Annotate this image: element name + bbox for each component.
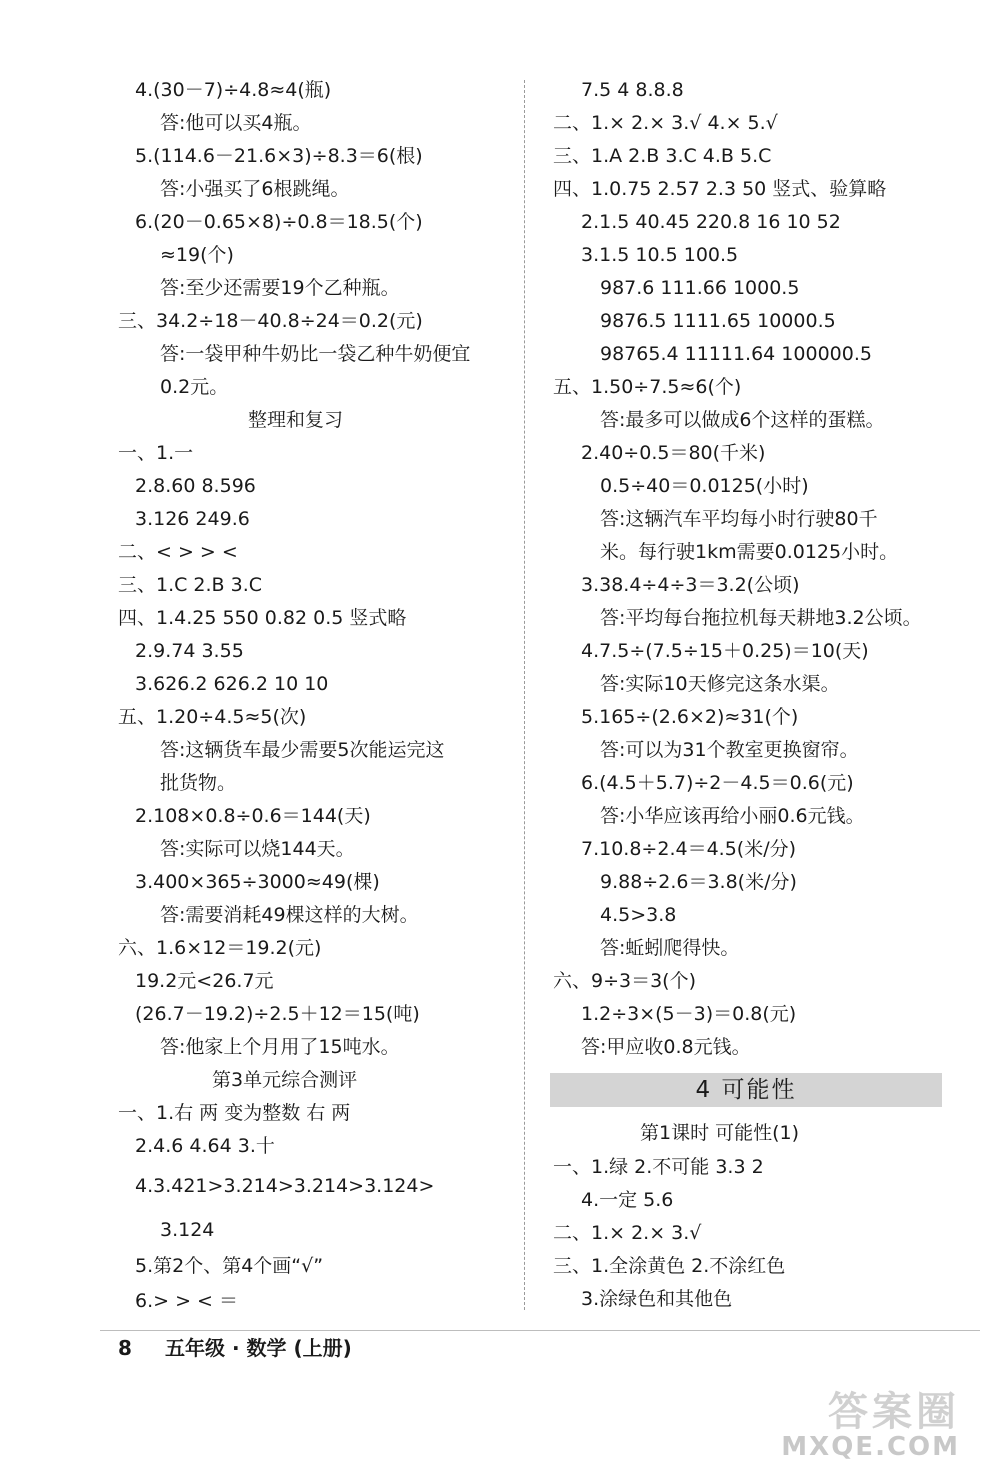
answer-line: 4.5>3.8 bbox=[600, 904, 677, 926]
answer-line: 2.40÷0.5＝80(千米) bbox=[581, 442, 766, 464]
answer-line: 4.(30－7)÷4.8≈4(瓶) bbox=[135, 79, 332, 101]
answer-line: 答:一袋甲种牛奶比一袋乙种牛奶便宜 bbox=[160, 343, 471, 365]
answer-line: 一、1.右 两 变为整数 右 两 bbox=[118, 1102, 351, 1124]
answer-line: 米。每行驶1km需要0.0125小时。 bbox=[600, 541, 899, 563]
answer-line: 5.165÷(2.6×2)≈31(个) bbox=[581, 706, 799, 728]
answer-line: 6.> > < ＝ bbox=[135, 1290, 239, 1312]
answer-line: 5.第2个、第4个画“√” bbox=[135, 1255, 324, 1277]
answer-line: 0.5÷40＝0.0125(小时) bbox=[600, 475, 809, 497]
answer-line: 五、1.20÷4.5≈5(次) bbox=[118, 706, 307, 728]
answer-line: 9.88÷2.6＝3.8(米/分) bbox=[600, 871, 797, 893]
answer-line: 答:需要消耗49棵这样的大树。 bbox=[160, 904, 419, 926]
answer-line: 98765.4 11111.64 100000.5 bbox=[600, 343, 872, 365]
answer-line: 7.10.8÷2.4＝4.5(米/分) bbox=[581, 838, 797, 860]
answer-line: (26.7－19.2)÷2.5＋12＝15(吨) bbox=[135, 1003, 420, 1025]
section-heading: 第3单元综合测评 bbox=[212, 1069, 358, 1091]
answer-line: 二、1.× 2.× 3.√ bbox=[553, 1222, 702, 1244]
section-banner-title: 4 可能性 bbox=[695, 1077, 797, 1103]
answer-line: 2.9.74 3.55 bbox=[135, 640, 244, 662]
section-heading: 整理和复习 bbox=[248, 409, 344, 431]
answer-line: 三、34.2÷18－40.8÷24＝0.2(元) bbox=[118, 310, 423, 332]
answer-line: 987.6 111.66 1000.5 bbox=[600, 277, 800, 299]
column-divider bbox=[524, 80, 525, 1310]
answer-line: 答:他家上个月用了15吨水。 bbox=[160, 1036, 400, 1058]
answer-line: 答:最多可以做成6个这样的蛋糕。 bbox=[600, 409, 885, 431]
answer-line: 答:他可以买4瓶。 bbox=[160, 112, 312, 134]
answer-line: 三、1.A 2.B 3.C 4.B 5.C bbox=[553, 145, 772, 167]
answer-line: 答:平均每台拖拉机每天耕地3.2公顷。 bbox=[600, 607, 922, 629]
answer-line: 2.1.5 40.45 220.8 16 10 52 bbox=[581, 211, 841, 233]
answer-line: 四、1.0.75 2.57 2.3 50 竖式、验算略 bbox=[553, 178, 887, 200]
answer-line: 4.7.5÷(7.5÷15＋0.25)＝10(天) bbox=[581, 640, 869, 662]
answer-line: 五、1.50÷7.5≈6(个) bbox=[553, 376, 742, 398]
lesson-heading: 第1课时 可能性(1) bbox=[640, 1122, 800, 1144]
answer-line: 答:甲应收0.8元钱。 bbox=[581, 1036, 751, 1058]
answer-line: 3.1.5 10.5 100.5 bbox=[581, 244, 739, 266]
answer-line: 答:小华应该再给小丽0.6元钱。 bbox=[600, 805, 865, 827]
answer-line: 批货物。 bbox=[160, 772, 237, 794]
answer-line: 6.(4.5＋5.7)÷2－4.5＝0.6(元) bbox=[581, 772, 854, 794]
answer-line: 3.124 bbox=[160, 1219, 215, 1241]
watermark-logo: 答案圈 bbox=[828, 1389, 960, 1435]
answer-line: 四、1.4.25 550 0.82 0.5 竖式略 bbox=[118, 607, 407, 629]
answer-line: 19.2元<26.7元 bbox=[135, 970, 274, 992]
answer-line: 7.5 4 8.8.8 bbox=[581, 79, 684, 101]
answer-line: 一、1.绿 2.不可能 3.3 2 bbox=[553, 1156, 764, 1178]
page-number: 8 bbox=[118, 1336, 132, 1360]
answer-line: 0.2元。 bbox=[160, 376, 229, 398]
book-label: 五年级 · 数学 (上册) bbox=[165, 1336, 352, 1360]
answer-line: 3.涂绿色和其他色 bbox=[581, 1288, 733, 1310]
answer-line: 答:小强买了6根跳绳。 bbox=[160, 178, 350, 200]
answer-line: 6.(20－0.65×8)÷0.8＝18.5(个) bbox=[135, 211, 423, 233]
answer-line: 答:这辆货车最少需要5次能运完这 bbox=[160, 739, 445, 761]
answer-line: ≈19(个) bbox=[160, 244, 234, 266]
answer-line: 答:至少还需要19个乙种瓶。 bbox=[160, 277, 400, 299]
answer-line: 9876.5 1111.65 10000.5 bbox=[600, 310, 836, 332]
answer-line: 3.38.4÷4÷3＝3.2(公顷) bbox=[581, 574, 800, 596]
answer-line: 答:蚯蚓爬得快。 bbox=[600, 937, 740, 959]
answer-line: 一、1.一 bbox=[118, 442, 194, 464]
answer-line: 六、1.6×12＝19.2(元) bbox=[118, 937, 322, 959]
answer-line: 1.2÷3×(5－3)＝0.8(元) bbox=[581, 1003, 797, 1025]
answer-line: 六、9÷3＝3(个) bbox=[553, 970, 697, 992]
answer-line: 2.4.6 4.64 3.十 bbox=[135, 1135, 275, 1157]
answer-line: 2.108×0.8÷0.6＝144(天) bbox=[135, 805, 371, 827]
answer-line: 4.3.421>3.214>3.214>3.124> bbox=[135, 1175, 435, 1197]
answer-line: 3.126 249.6 bbox=[135, 508, 250, 530]
answer-line: 二、1.× 2.× 3.√ 4.× 5.√ bbox=[553, 112, 778, 134]
answer-line: 2.8.60 8.596 bbox=[135, 475, 256, 497]
answer-line: 5.(114.6－21.6×3)÷8.3＝6(根) bbox=[135, 145, 423, 167]
watermark-url: MXQE.COM bbox=[781, 1432, 960, 1462]
answer-line: 答:这辆汽车平均每小时行驶80千 bbox=[600, 508, 878, 530]
answer-line: 答:可以为31个教室更换窗帘。 bbox=[600, 739, 859, 761]
section-banner bbox=[550, 1073, 942, 1107]
answer-line: 3.626.2 626.2 10 10 bbox=[135, 673, 329, 695]
answer-line: 3.400×365÷3000≈49(棵) bbox=[135, 871, 380, 893]
answer-line: 三、1.全涂黄色 2.不涂红色 bbox=[553, 1255, 786, 1277]
answer-line: 答:实际可以烧144天。 bbox=[160, 838, 355, 860]
footer-rule bbox=[100, 1330, 980, 1331]
answer-line: 二、< > > < bbox=[118, 541, 238, 563]
answer-line: 4.一定 5.6 bbox=[581, 1189, 674, 1211]
answer-line: 答:实际10天修完这条水渠。 bbox=[600, 673, 840, 695]
answer-line: 三、1.C 2.B 3.C bbox=[118, 574, 263, 596]
